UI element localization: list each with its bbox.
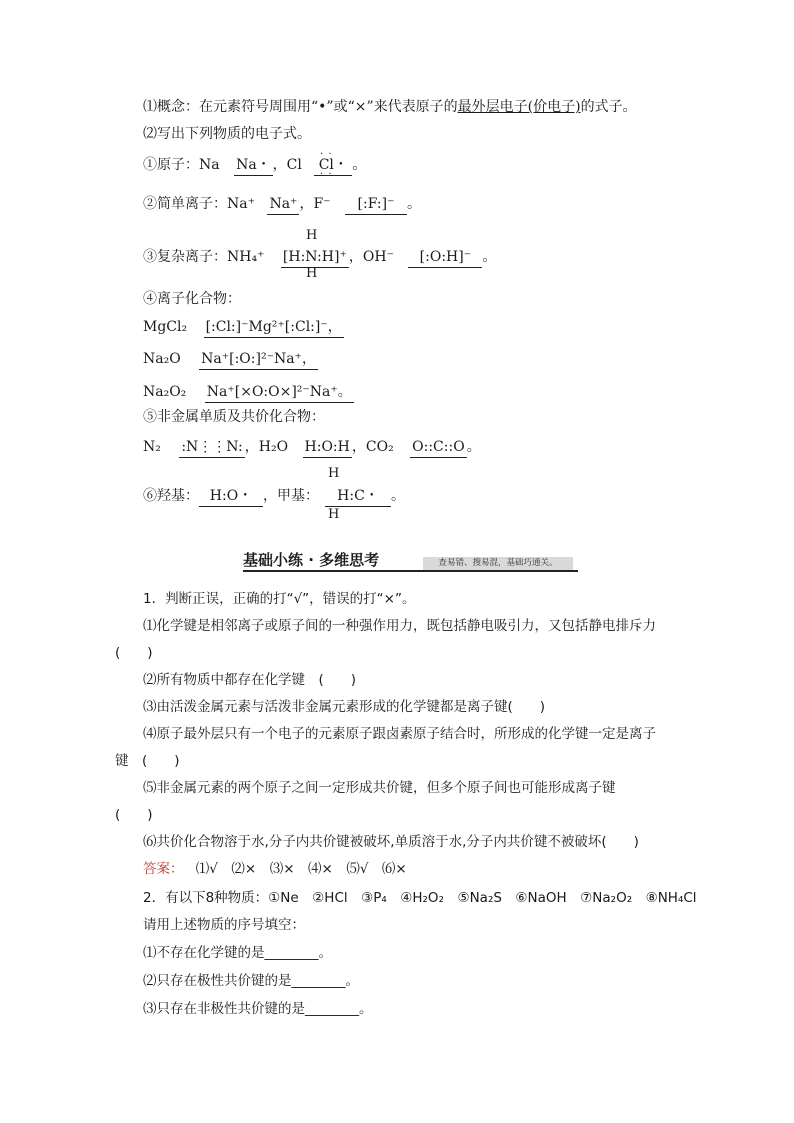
co2-label: ，CO₂: [351, 439, 394, 455]
section-rule: [243, 570, 578, 572]
mgcl2-label: MgCl₂: [143, 319, 188, 335]
atoms-line: ①原子：Na Na・ ，Cl · · Cl · ·・ 。: [143, 155, 366, 176]
concept-underlined: 最外层电子(价电子): [457, 99, 581, 115]
na2o2-formula: Na⁺[×O:O×]²⁻Na⁺。: [205, 382, 354, 403]
h2o-label: ，H₂O: [244, 439, 289, 455]
f-ion-label: ，F⁻: [299, 196, 331, 212]
q1-statement-4: ⑷原子最外层只有一个电子的元素原子跟卤素原子结合时，所形成的化学键一定是离子: [143, 726, 656, 742]
oh-label: ，OH⁻: [348, 249, 394, 265]
mgcl2-line: [143, 317, 344, 338]
methyl-top-h: H: [328, 466, 340, 481]
q1-stem: 1．判断正误，正确的打“√”，错误的打“×”。: [143, 591, 416, 607]
section-tag: 查易错、搜易混，基础巧通关。: [423, 557, 573, 570]
na2o2-label: Na₂O₂: [143, 384, 187, 400]
q1-statement-5-blank: ( ): [115, 807, 153, 823]
methyl-formula: H:C・: [325, 486, 391, 507]
q1-statement-1: ⑴化学键是相邻离子或原子间的一种强作用力，既包括静电吸引力，又包括静电排斥力: [143, 618, 656, 634]
oh-formula: [:O:H]⁻: [408, 247, 482, 268]
methyl-bottom-h: H: [328, 507, 340, 522]
q2-part-2: ⑵只存在极性共价键的是________。: [143, 973, 359, 989]
ions-label: ②简单离子：Na⁺: [143, 196, 255, 212]
nh4-top-h: H: [306, 228, 318, 243]
covalent-heading: ⑤非金属单质及共价化合物：: [143, 409, 325, 425]
q2-stem: 2．有以下8种物质：①Ne ②HCl ③P₄ ④H₂O₂ ⑤Na₂S ⑥NaOH ⑦Na₂O₂ ⑧NH₄Cl: [143, 890, 697, 906]
na2o2-line: [143, 382, 354, 403]
co2-formula: O::C::O: [410, 437, 467, 458]
q1-statement-4-cont: 键 ( ): [115, 753, 180, 769]
q1-statement-5: ⑸非金属元素的两个原子之间一定形成共价键，但多个原子间也可能形成离子键: [143, 780, 616, 796]
section-title: 基础小练 · 多维思考: [243, 551, 380, 569]
complex-line: ③复杂离子：NH₄⁺ [H:N:H]⁺ ，OH⁻ [:O:H]⁻ 。: [143, 247, 496, 268]
cl-atom-label: ，Cl: [272, 157, 302, 173]
f-ion-formula: [:F:]⁻: [357, 196, 395, 212]
answer-text: ⑴√ ⑵× ⑶× ⑷× ⑸√ ⑹×: [195, 861, 407, 877]
q1-statement-3: ⑶由活泼金属元素与活泼非金属元素形成的化学键都是离子键( ): [143, 699, 546, 715]
na2o-label: Na₂O: [143, 351, 181, 367]
nh4-bottom-h: H: [306, 266, 318, 281]
f-ion-answer: [345, 194, 407, 215]
methyl-label: ，甲基：: [263, 488, 319, 504]
concept-text: ⑴概念：在元素符号周围用“•”或“×”来代表原子的: [143, 99, 458, 115]
q2-instruction: 请用上述物质的序号填空：: [143, 917, 305, 933]
na-ion-formula: Na⁺: [267, 194, 299, 215]
cl-atom-formula: · · Cl · ·: [319, 155, 334, 175]
radicals-line: ⑥羟基： H:O・ ，甲基： H:C・ 。: [143, 486, 405, 507]
ionic-heading: ④离子化合物：: [143, 291, 241, 307]
instruction-line: ⑵写出下列物质的电子式。: [143, 126, 311, 142]
q1-statement-6: ⑹共价化合物溶于水,分子内共价键被破坏,单质溶于水,分子内共价键不被破坏( ): [143, 834, 639, 850]
q2-part-3: ⑶只存在非极性共价键的是________。: [143, 1001, 373, 1017]
mgcl2-formula: [:Cl:]⁻Mg²⁺[:Cl:]⁻，: [204, 317, 344, 338]
section-banner: [243, 549, 578, 573]
hydroxyl-label: ⑥羟基：: [143, 488, 199, 504]
ions-line: ②简单离子：Na⁺ Na⁺ ，F⁻ [:F:]⁻ 。: [143, 194, 421, 215]
answer-label: 答案：: [143, 861, 184, 877]
cl-atom-answer: · · Cl · ·・: [314, 155, 352, 176]
q1-answer: [143, 859, 407, 879]
na2o-line: [143, 349, 318, 370]
atoms-label: ①原子：Na: [143, 157, 220, 173]
n2-label: N₂: [143, 439, 161, 455]
h2o-formula: H:O:H: [303, 437, 352, 458]
complex-label: ③复杂离子：NH₄⁺: [143, 249, 265, 265]
hydroxyl-formula: H:O・: [199, 486, 263, 507]
covalent-line: N₂ :N⋮⋮N: ，H₂O H:O:H ，CO₂ O::C::O 。: [143, 437, 481, 458]
concept-suffix: 的式子。: [580, 99, 637, 115]
q1-statement-2: ⑵所有物质中都存在化学键 ( ): [143, 672, 357, 688]
concept-line: [143, 97, 637, 117]
nh4-formula: [H:N:H]⁺: [281, 247, 349, 268]
q1-statement-1-blank: ( ): [115, 645, 153, 661]
na-atom-formula: Na・: [234, 155, 273, 176]
na2o-formula: Na⁺[:O:]²⁻Na⁺，: [199, 349, 318, 370]
n2-formula: :N⋮⋮N:: [179, 437, 244, 458]
q2-part-1: ⑴不存在化学键的是________。: [143, 945, 332, 961]
